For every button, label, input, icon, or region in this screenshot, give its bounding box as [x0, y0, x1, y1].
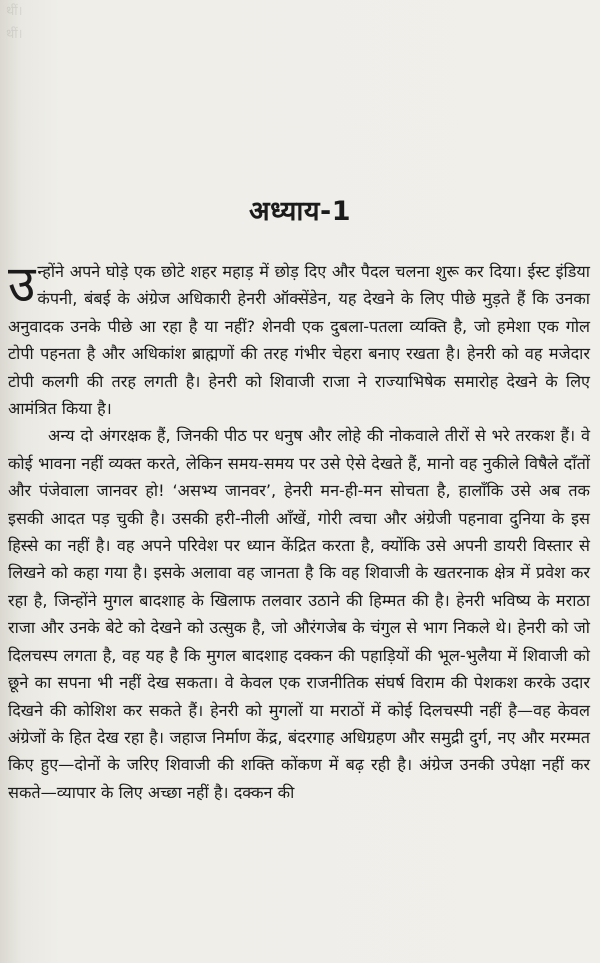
bleed-line: थीं। — [6, 27, 23, 42]
paragraph-1-text: न्होंने अपने घोड़े एक छोटे शहर महाड़ में छोड़ दिए और पैदल चलना शुरू कर दिया। ईस्ट इंडिया कंपनी, बंबई के अंग्रेज अधिकारी हेनरी ऑक्सेंडेन, यह देखने के लिए पीछे मुड़ते हैं कि उनका अनुवादक उनके पीछे आ रहा है या नहीं? शेनवी एक दुबला-पतला व्यक्ति है, जो हमेशा एक गोल टोपी पहनता है और अधिकांश ब्राह्मणों की तरह गंभीर चेहरा बनाए रखता है। हेनरी को वह मजेदार टोपी कलगी की तरह लगती है। हेनरी को शिवाजी राजा ने राज्याभिषेक समारोह देखने के लिए आमंत्रित किया है। — [8, 262, 590, 419]
paragraph-1 — [8, 255, 590, 422]
drop-cap: उ — [8, 255, 36, 313]
chapter-body — [8, 255, 590, 806]
chapter-title: अध्याय-1 — [248, 196, 352, 227]
paragraph-2: अन्य दो अंगरक्षक हैं, जिनकी पीठ पर धनुष और लोहे की नोकवाले तीरों से भरे तरकश हैं। वे कोई भावना नहीं व्यक्त करते, लेकिन समय-समय पर उसे ऐसे देखते हैं, मानो वह नुकीले विषैले दाँतों और पंजेवाला जानवर हो! ‘असभ्य जानवर’, हेनरी मन-ही-मन सोचता है, हालाँकि उसे अब तक इसकी आदत पड़ चुकी है। उसकी हरी-नीली आँखें, गोरी त्वचा और अंग्रेजी पहनावा दुनिया के इस हिस्से का नहीं है। वह अपने परिवेश पर ध्यान केंद्रित करता है, क्योंकि उसे अपनी डायरी विस्तार से लिखने को कहा गया है। इसके अलावा वह जानता है कि वह शिवाजी के खतरनाक क्षेत्र में प्रवेश कर रहा है, जिन्होंने मुगल बादशाह के खिलाफ तलवार उठाने की हिम्मत की है। हेनरी भविष्य के मराठा राजा और उनके बेटे को देखने को उत्सुक है, जो औरंगजेब के चंगुल से भाग निकले थे। हेनरी को जो दिलचस्प लगता है, वह यह है कि मुगल बादशाह दक्कन की पहाड़ियों की भूल-भुलैया में शिवाजी को छूने का सपना भी नहीं देख सकता। वे केवल एक राजनीतिक संघर्ष विराम की पेशकश करके उदार दिखने की कोशिश कर सकते हैं। हेनरी को मुगलों या मराठों में कोई दिलचस्पी नहीं है—वह केवल अंग्रेजों के हित देख रहा है। जहाज निर्माण केंद्र, बंदरगाह अधिग्रहण और समुद्री दुर्ग, नए और मरम्मत किए हुए—दोनों के जरिए शिवाजी की शक्ति कोंकण में बढ़ रही है। अंग्रेज उनकी उपेक्षा नहीं कर सकते—व्यापार के लिए अच्छा नहीं है। दक्कन की — [8, 426, 590, 802]
show-through-text — [0, 0, 600, 190]
bleed-line: थीं। — [6, 4, 23, 19]
